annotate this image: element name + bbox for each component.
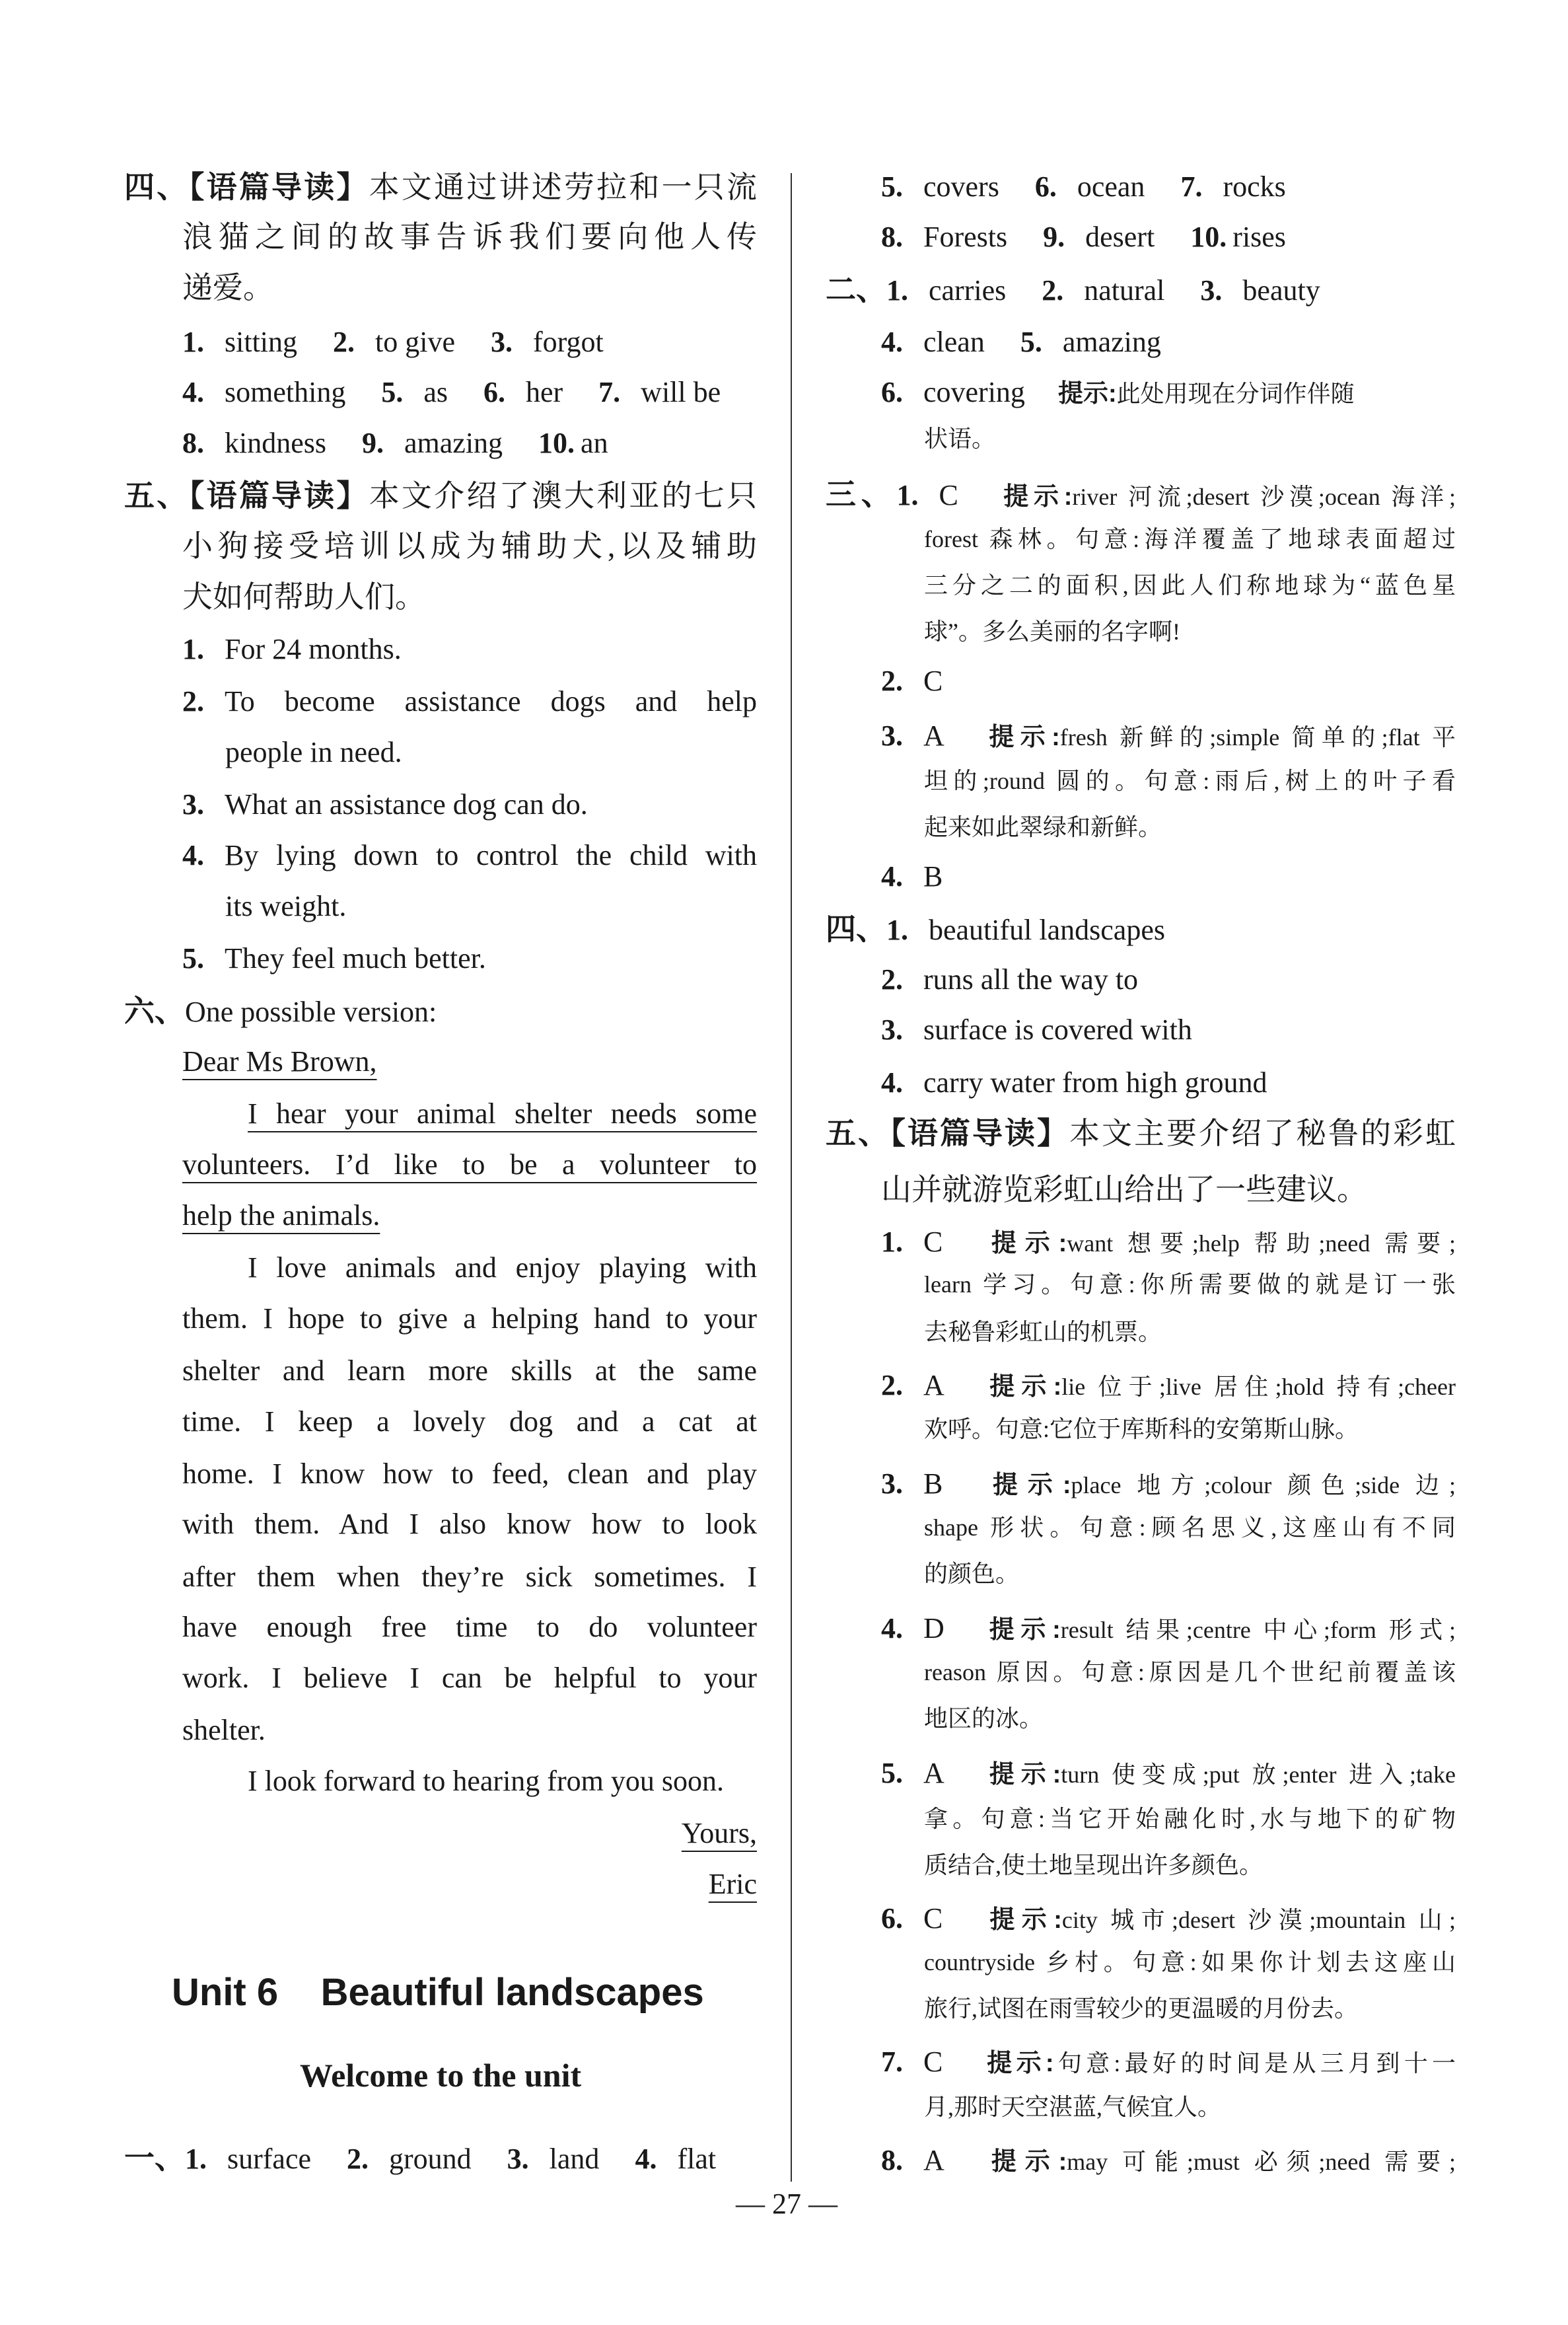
- text: 浪猫之间的故事告诉我们要向他人传: [182, 220, 757, 254]
- letter-line: I hear your animal shelter needs some: [248, 1097, 757, 1130]
- answer: carries: [929, 274, 1007, 307]
- letter-line: after them when they’re sick sometimes. I: [182, 1561, 757, 1593]
- answer: carry water from high ground: [923, 1066, 1267, 1099]
- reading-guide-tag: 【语篇导读】: [189, 170, 369, 204]
- num: 7.: [598, 376, 621, 408]
- reading-guide-tag: 【语篇导读】: [890, 1116, 1069, 1150]
- answer: covering: [923, 376, 1025, 408]
- answer-row: [881, 211, 1456, 263]
- answer-row: [881, 1004, 1456, 1056]
- answer: C: [923, 2046, 943, 2078]
- hint-label: 提示:: [983, 1373, 1062, 1401]
- answer: ground: [389, 2143, 472, 2175]
- question-row: [881, 710, 1456, 762]
- hint-label: 提示:: [983, 1616, 1061, 1644]
- answer-row: [182, 624, 757, 675]
- letter-line: them. I hope to give a helping hand to your: [182, 1302, 757, 1335]
- num: 6.: [1034, 170, 1057, 203]
- answer: Forests: [923, 221, 1008, 253]
- question-row: [881, 655, 1456, 707]
- section-label: 三、: [826, 477, 897, 511]
- answer: B: [923, 1467, 943, 1500]
- answer-row: [881, 316, 1456, 368]
- num: 1.: [886, 274, 908, 307]
- num: 8.: [182, 427, 204, 459]
- section-label: 二、: [826, 272, 886, 307]
- num: 8.: [881, 2144, 903, 2176]
- answer: beauty: [1242, 274, 1320, 307]
- answer-row: [182, 779, 757, 830]
- letter-line: shelter and learn more skills at the same: [182, 1354, 757, 1387]
- num: 4.: [881, 326, 903, 358]
- answer: flat: [677, 2143, 717, 2175]
- text: One possible version:: [185, 996, 437, 1028]
- answer: as: [423, 376, 448, 408]
- unit-title: Unit 6 Beautiful landscapes: [172, 1971, 704, 2014]
- hint-text: 质结合,使土地呈现出许多颜色。: [924, 1852, 1264, 1878]
- answer: to give: [375, 326, 456, 358]
- hint-text: lie 位于;live 居住;hold 持有;cheer: [1061, 1374, 1456, 1400]
- letter-greeting: [182, 1036, 757, 1088]
- section-label: 五、: [124, 478, 190, 513]
- answer: A: [923, 1369, 944, 1401]
- hint-text: river 河流;desert 沙漠;ocean 海洋;: [1072, 484, 1456, 510]
- answer: an: [581, 427, 608, 459]
- hint-label: 提示:: [983, 2148, 1067, 2176]
- num: 1.: [185, 2143, 207, 2175]
- hint-label: 提示:: [983, 1230, 1067, 1257]
- answer-row: [124, 2132, 757, 2184]
- answer: rises: [1232, 221, 1286, 253]
- answer: something: [225, 376, 346, 408]
- text: Eric: [708, 1868, 757, 1900]
- letter-line: volunteers. I’d like to be a volunteer to: [182, 1148, 757, 1181]
- num: 4.: [881, 1612, 903, 1644]
- num: 2.: [182, 685, 204, 718]
- section-subtitle: Welcome to the unit: [299, 2057, 582, 2094]
- num: 8.: [881, 221, 903, 253]
- question-row: [881, 2135, 1456, 2186]
- section-label: 四、: [826, 912, 886, 946]
- question-row: [881, 1216, 1456, 1268]
- answer: To become assistance dogs and help: [225, 685, 757, 718]
- column-divider: [791, 173, 792, 2182]
- answer: people in need.: [225, 736, 402, 768]
- text: 递爱。: [182, 271, 273, 305]
- answer-row: [881, 1057, 1456, 1109]
- hint-text: 地区的冰。: [924, 1705, 1044, 1732]
- num: 3.: [1200, 274, 1223, 307]
- answer: C: [923, 1226, 943, 1258]
- hint-text: 球”。多么美丽的名字啊!: [924, 618, 1180, 645]
- num: 2.: [881, 1369, 903, 1401]
- num: 1.: [182, 633, 204, 665]
- letter-line: time. I keep a lovely dog and a cat at: [182, 1405, 757, 1438]
- num: 1.: [881, 1226, 903, 1258]
- answer: C: [939, 479, 958, 511]
- num: 7.: [1180, 170, 1203, 203]
- num: 4.: [881, 1066, 903, 1099]
- num: 3.: [491, 326, 513, 358]
- num: 10.: [1190, 221, 1227, 253]
- answer-row: [182, 933, 757, 984]
- num: 6.: [483, 376, 505, 408]
- answer: forgot: [533, 326, 604, 358]
- num: 3.: [182, 788, 204, 821]
- num: 1.: [896, 479, 919, 511]
- hint-text: 旅行,试图在雨雪较少的更温暖的月份去。: [924, 1995, 1359, 2022]
- hint-text: 去秘鲁彩虹山的机票。: [924, 1319, 1162, 1345]
- question-row: [881, 1748, 1456, 1799]
- question-row: [881, 1458, 1456, 1510]
- answer-row: [826, 903, 1456, 955]
- hint-text: 三分之二的面积,因此人们称地球为“蓝色星: [924, 572, 1456, 599]
- num: 2.: [1042, 274, 1064, 307]
- answer: beautiful landscapes: [929, 914, 1165, 946]
- text: 本文介绍了澳大利亚的七只: [369, 479, 757, 513]
- answer: covers: [923, 170, 999, 203]
- num: 5.: [881, 1757, 903, 1789]
- num: 2.: [881, 665, 903, 697]
- section-label: 五、: [826, 1116, 890, 1150]
- num: 4.: [182, 839, 204, 871]
- section-label: 六、: [124, 994, 185, 1028]
- section-label: 一、: [124, 2141, 185, 2175]
- answer-row: [182, 316, 757, 368]
- answer: will be: [641, 376, 721, 408]
- section-5-intro: [124, 470, 757, 521]
- num: 4.: [881, 860, 903, 893]
- answer: B: [923, 860, 943, 893]
- num: 5.: [881, 170, 903, 203]
- answer: For 24 months.: [225, 633, 402, 665]
- question-row: [881, 851, 1456, 903]
- section-4-intro: [124, 161, 757, 213]
- num: 2.: [347, 2143, 369, 2175]
- answer: kindness: [225, 427, 326, 459]
- hint-text: forest 森林。句意:海洋覆盖了地球表面超过: [924, 526, 1456, 552]
- answer: By lying down to control the child with: [225, 839, 757, 871]
- hint-text: 拿。句意:当它开始融化时,水与地下的矿物: [924, 1806, 1456, 1832]
- num: 3.: [507, 2143, 529, 2175]
- text: 山并就游览彩虹山给出了一些建议。: [881, 1173, 1367, 1206]
- answer-row: [182, 676, 757, 727]
- hint-label: 提示:: [998, 483, 1073, 511]
- hint-text: may 可能;must 必须;need 需要;: [1067, 2149, 1456, 2175]
- num: 6.: [881, 376, 903, 408]
- hint-text: 句意:最好的时间是从三月到十一: [1053, 2050, 1456, 2077]
- hint-label: 提示:: [983, 1761, 1061, 1789]
- letter-line: shelter.: [182, 1714, 266, 1746]
- answer: They feel much better.: [225, 942, 486, 975]
- answer: its weight.: [225, 890, 347, 922]
- num: 9.: [1043, 221, 1065, 253]
- letter-closing: [182, 1808, 757, 1859]
- question-row: [826, 468, 1456, 520]
- hint-text: want 想要;help 帮助;need 需要;: [1067, 1230, 1456, 1257]
- hint-text: shape 形状。句意:顾名思义,这座山有不同: [924, 1514, 1456, 1541]
- letter-line: I look forward to hearing from you soon.: [248, 1765, 724, 1797]
- section-label: 四、: [124, 170, 190, 204]
- hint-text: learn 学习。句意:你所需要做的就是订一张: [924, 1271, 1456, 1298]
- num: 1.: [886, 914, 908, 946]
- num: 7.: [881, 2046, 903, 2078]
- answer-row: [881, 954, 1456, 1006]
- hint-label: 提示:: [983, 2049, 1054, 2077]
- answer: A: [923, 720, 944, 752]
- num: 1.: [182, 326, 204, 358]
- section-6-intro: [124, 985, 757, 1037]
- hint-text: fresh 新鲜的;simple 简单的;flat 平: [1059, 724, 1456, 751]
- hint-text: 坦的;round 圆的。句意:雨后,树上的叶子看: [924, 768, 1456, 794]
- hint-text: 此处用现在分词作伴随: [1116, 381, 1355, 407]
- hint-text: 月,那时天空湛蓝,气候宜人。: [924, 2094, 1222, 2120]
- num: 4.: [635, 2143, 657, 2175]
- hint-text: 的颜色。: [924, 1561, 1020, 1587]
- num: 9.: [362, 427, 384, 459]
- num: 3.: [881, 1014, 903, 1046]
- answer: clean: [923, 326, 985, 358]
- answer: surface: [227, 2143, 312, 2175]
- hint-label: 提示:: [983, 1471, 1071, 1499]
- question-row: [881, 1360, 1456, 1411]
- hint-text: reason 原因。句意:原因是几个世纪前覆盖该: [924, 1659, 1456, 1685]
- answer: A: [923, 1757, 944, 1789]
- text: 犬如何帮助人们。: [182, 580, 425, 614]
- answer-row: [826, 264, 1456, 315]
- answer: amazing: [404, 427, 503, 459]
- answer: natural: [1084, 274, 1165, 307]
- hint-text: turn 使变成;put 放;enter 进入;take: [1061, 1761, 1456, 1788]
- hint-text: 起来如此翠绿和新鲜。: [924, 814, 1162, 840]
- num: 10.: [538, 427, 575, 459]
- num: 6.: [881, 1902, 903, 1935]
- letter-line: have enough free time to do volunteer: [182, 1611, 757, 1643]
- answer: sitting: [225, 326, 298, 358]
- answer: A: [923, 2144, 944, 2176]
- hint-text: 状语。: [924, 425, 996, 452]
- answer: C: [923, 665, 943, 697]
- text: 本文通过讲述劳拉和一只流: [369, 170, 757, 204]
- answer: surface is covered with: [923, 1014, 1192, 1046]
- question-row: [881, 1893, 1456, 1944]
- hint-label: 提示:: [983, 1906, 1062, 1934]
- hint-text: place 地方;colour 颜色;side 边;: [1071, 1472, 1456, 1498]
- num: 3.: [881, 720, 903, 752]
- answer: ocean: [1077, 170, 1145, 203]
- letter-signature: [182, 1859, 757, 1910]
- answer: runs all the way to: [923, 963, 1139, 996]
- num: 2.: [881, 963, 903, 996]
- page-number: — 27 —: [736, 2188, 837, 2220]
- text: 本文主要介绍了秘鲁的彩虹: [1069, 1117, 1456, 1150]
- hint-text: 欢呼。句意:它位于库斯科的安第斯山脉。: [924, 1416, 1359, 1442]
- answer: her: [525, 376, 563, 408]
- num: 2.: [333, 326, 355, 358]
- answer: C: [923, 1902, 943, 1935]
- text: Yours,: [681, 1817, 757, 1849]
- letter-line: home. I know how to feed, clean and play: [182, 1458, 757, 1490]
- hint-label: 提示:: [1057, 380, 1117, 408]
- reading-guide-tag: 【语篇导读】: [189, 478, 369, 513]
- num: 3.: [881, 1467, 903, 1500]
- letter-line: [182, 1190, 757, 1241]
- section-5-intro: [826, 1107, 1456, 1159]
- answer: land: [549, 2143, 600, 2175]
- letter-line: I love animals and enjoy playing with: [248, 1251, 757, 1284]
- letter-line: work. I believe I can be helpful to your: [182, 1662, 757, 1694]
- answer: rocks: [1223, 170, 1286, 203]
- answer-row: [881, 161, 1456, 213]
- text: 小狗接受培训以成为辅助犬,以及辅助: [182, 529, 757, 563]
- text: help the animals.: [182, 1199, 380, 1232]
- answer: desert: [1085, 221, 1155, 253]
- hint-text: city 城市;desert 沙漠;mountain 山;: [1061, 1907, 1456, 1933]
- answer: amazing: [1062, 326, 1161, 358]
- question-row: [881, 2036, 1456, 2088]
- answer: D: [923, 1612, 944, 1644]
- hint-text: result 结果;centre 中心;form 形式;: [1060, 1617, 1456, 1643]
- text: Dear Ms Brown,: [182, 1045, 377, 1078]
- hint-text: countryside 乡村。句意:如果你计划去这座山: [924, 1949, 1456, 1975]
- hint-label: 提示:: [983, 723, 1060, 751]
- num: 5.: [182, 942, 204, 975]
- answer-row: [182, 418, 757, 469]
- num: 4.: [182, 376, 204, 408]
- question-row: [881, 1603, 1456, 1654]
- letter-line: with them. And I also know how to look: [182, 1508, 757, 1540]
- answer-row: [182, 367, 757, 418]
- num: 5.: [381, 376, 404, 408]
- num: 5.: [1020, 326, 1042, 358]
- answer-row: [881, 367, 1456, 418]
- answer: What an assistance dog can do.: [225, 788, 588, 821]
- answer-row: [182, 830, 757, 881]
